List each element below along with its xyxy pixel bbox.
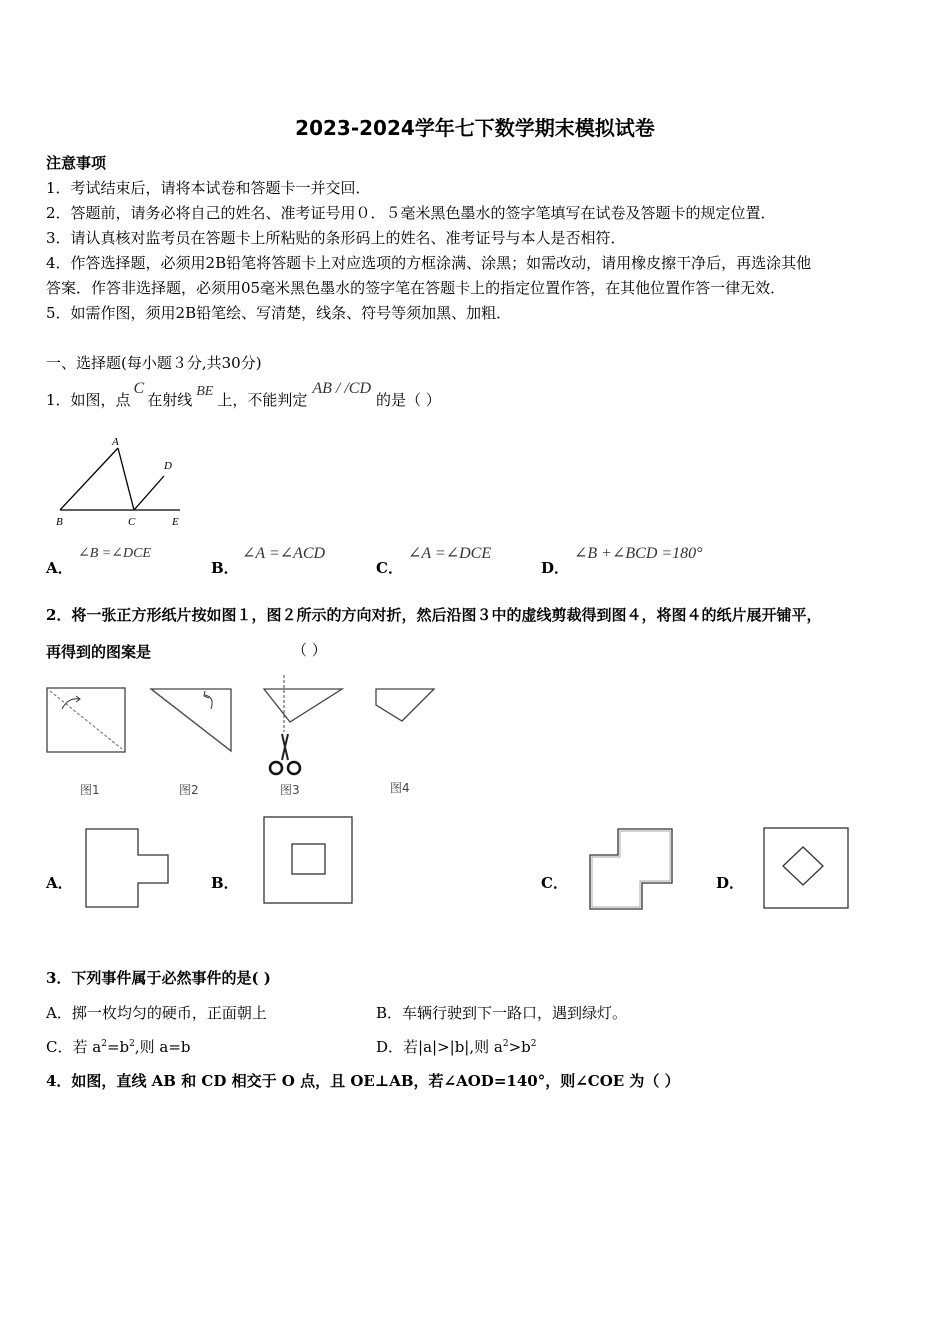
- q1-option-d: ∠B +∠BCD =180°: [574, 545, 703, 562]
- q2-fig1: [46, 687, 128, 755]
- fig-label-c: C: [128, 516, 136, 528]
- fig-label-d: D: [164, 460, 172, 472]
- q1-stem: 1．如图，点C在射线 BE 上，不能判定AB / /CD的是（ ）: [46, 380, 441, 409]
- q1-option-c-label: C．: [376, 559, 403, 577]
- q2-option-b-label: B．: [211, 874, 239, 892]
- q3-stem: 3．下列事件属于必然事件的是( ): [46, 969, 271, 987]
- fig-label-a: A: [112, 436, 119, 448]
- q2-stem-line1: 2．将一张正方形纸片按如图１，图２所示的方向对折，然后沿图３中的虚线剪裁得到图４，将图４的纸片展开铺平，: [46, 606, 822, 624]
- q2-fig3: [262, 674, 344, 780]
- q1-option-b: ∠A =∠ACD: [242, 545, 326, 562]
- scissors-icon: [270, 734, 300, 774]
- notice-item: 5．如需作图，须用2B铅笔绘、写清楚，线条、符号等须加黑、加粗．: [46, 304, 512, 322]
- q2-option-d-label: D．: [716, 874, 745, 892]
- q2-caption-4: 图4: [390, 781, 410, 795]
- q1-option-a-label: A．: [46, 559, 73, 577]
- q1-option-b-label: B．: [211, 559, 239, 577]
- q3-option-d: D．若|a|>|b|,则 $a^2>b^2$: [376, 1038, 537, 1056]
- page-title: 2023-2024学年七下数学期末模拟试卷: [295, 116, 655, 140]
- q1-option-c: ∠A =∠DCE: [408, 545, 492, 562]
- q3-option-c: C．若 $a^2=b^2$,则 a=b: [46, 1038, 191, 1056]
- q1-option-a: ∠B =∠DCE: [78, 546, 151, 561]
- q3-option-a: A．掷一枚均匀的硬币，正面朝上: [46, 1004, 267, 1022]
- notice-item: 2．答题前，请务必将自己的姓名、准考证号用０．５毫米黑色墨水的签字笔填写在试卷及答题卡的规定位置．: [46, 204, 776, 222]
- fig-label-b: B: [56, 516, 63, 528]
- notice-item: 4．作答选择题，必须用2B铅笔将答题卡上对应选项的方框涂满、涂黑；如需改动，请用橡皮擦干净后，再选涂其他: [46, 254, 812, 272]
- q4-stem: 4．如图，直线 AB 和 CD 相交于 O 点，且 OE⊥AB，若∠AOD=140°，则∠COE 为（ ）: [46, 1072, 680, 1090]
- fig-label-e: E: [172, 516, 179, 528]
- q2-option-d-figure: [762, 826, 850, 910]
- q3-option-b: B．车辆行驶到下一路口，遇到绿灯。: [376, 1004, 628, 1022]
- notice-heading: 注意事项: [46, 154, 107, 172]
- q2-option-c-figure: [588, 827, 674, 911]
- q2-option-b-figure: [262, 815, 354, 905]
- q1-figure: [50, 432, 190, 532]
- q2-fig2: [149, 687, 234, 755]
- q2-fig4: [374, 687, 436, 725]
- q2-caption-3: 图3: [280, 783, 300, 797]
- notice-item: 3．请认真核对监考员在答题卡上所粘贴的条形码上的姓名、准考证号与本人是否相符．: [46, 229, 626, 247]
- q2-caption-1: 图1: [80, 783, 100, 797]
- q2-caption-2: 图2: [179, 783, 199, 797]
- q1-option-d-label: D．: [541, 559, 570, 577]
- section-heading: 一、选择题(每小题３分,共30分): [46, 354, 262, 372]
- q2-option-c-label: C．: [541, 874, 568, 892]
- q2-option-a-figure: [84, 827, 172, 909]
- notice-item: 1．考试结束后，请将本试卷和答题卡一并交回．: [46, 179, 371, 197]
- q2-option-a-label: A．: [46, 874, 73, 892]
- q2-stem-line2: 再得到的图案是: [46, 643, 152, 661]
- q2-answer-paren: （ ）: [292, 641, 327, 659]
- notice-item: 答案．作答非选择题，必须用05毫米黑色墨水的签字笔在答题卡上的指定位置作答，在其他位置作答一律无效．: [46, 279, 786, 297]
